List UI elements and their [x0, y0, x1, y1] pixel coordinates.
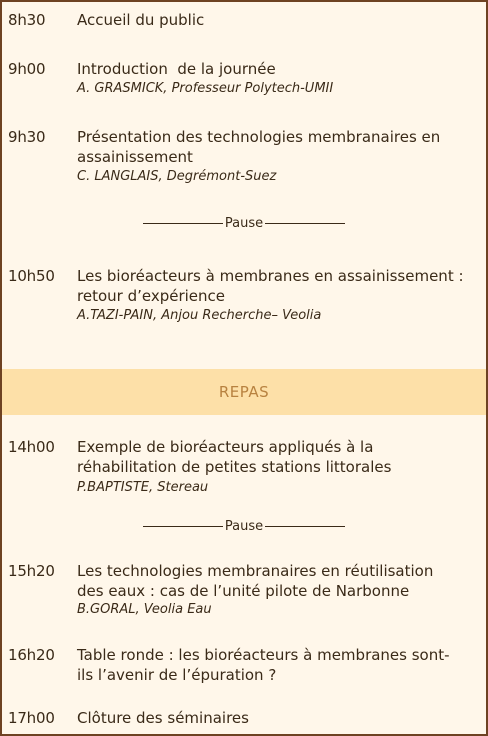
session-speaker-coastal-stations: P.BAPTISTE, Stereau — [77, 480, 209, 495]
session-speaker-membrane-technologies: C. LANGLAIS, Degrémont-Suez — [77, 169, 277, 184]
lunch-label: REPAS — [218, 383, 270, 401]
lunch-band — [2, 369, 486, 415]
time-1700: 17h00 — [8, 709, 55, 727]
session-title-closing: Clôture des séminaires — [77, 709, 249, 727]
session-title-coastal-stations: Exemple de bioréacteurs appliqués à la réhabilitation de petites stations littorales — [77, 438, 392, 476]
time-1620: 16h20 — [8, 646, 55, 664]
pause-line-right — [265, 526, 345, 527]
pause-label: Pause — [224, 519, 264, 534]
pause-label: Pause — [224, 216, 264, 231]
session-speaker-water-reuse: B.GORAL, Veolia Eau — [77, 602, 212, 617]
session-title-bioreactors-feedback: Les bioréacteurs à membranes en assainissement : retour d’expérience — [77, 267, 464, 305]
time-1400: 14h00 — [8, 438, 55, 456]
time-1520: 15h20 — [8, 562, 55, 580]
pause-line-left — [143, 526, 223, 527]
time-0930: 9h30 — [8, 128, 46, 146]
session-title-welcome: Accueil du public — [77, 11, 205, 29]
session-title-membrane-technologies: Présentation des technologies membranaires en assainissement — [77, 128, 441, 166]
pause-divider — [2, 216, 486, 231]
pause-line-right — [265, 223, 345, 224]
pause-divider — [2, 519, 486, 534]
session-title-introduction: Introduction de la journée — [77, 60, 276, 78]
time-1050: 10h50 — [8, 267, 55, 285]
session-speaker-introduction: A. GRASMICK, Professeur Polytech-UMII — [77, 81, 334, 96]
session-speaker-bioreactors-feedback: A.TAZI-PAIN, Anjou Recherche– Veolia — [77, 308, 322, 323]
session-title-water-reuse: Les technologies membranaires en réutilisation des eaux : cas de l’unité pilote de Narbonne — [77, 562, 434, 600]
pause-line-left — [143, 223, 223, 224]
session-title-round-table: Table ronde : les bioréacteurs à membranes sont-ils l’avenir de l’épuration ? — [77, 646, 450, 684]
time-0900: 9h00 — [8, 60, 46, 78]
time-0830: 8h30 — [8, 11, 46, 29]
